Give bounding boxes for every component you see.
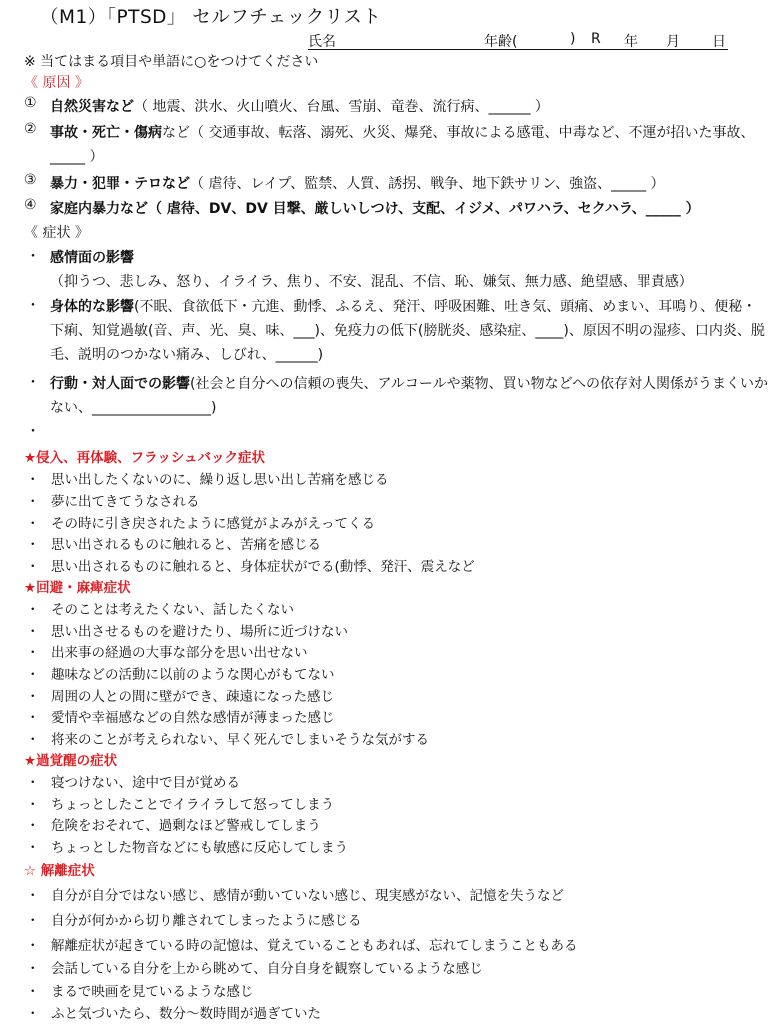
checklist-item[interactable] xyxy=(24,980,253,1000)
checklist-item[interactable] xyxy=(24,934,578,954)
item-text: 思い出させるものを避けたり、場所に近づけない xyxy=(51,624,348,640)
bullet: ・ xyxy=(26,913,40,929)
bullet: ・ xyxy=(26,938,40,954)
cause-label: 自然災害など xyxy=(50,99,134,115)
item-text: 出来事の経過の大事な部分を思い出せない xyxy=(51,645,308,661)
checklist-item[interactable] xyxy=(24,814,321,834)
symptom-text: (社会と自分への信頼の喪失、アルコールや薬物、買い物などへの依存対人関係がうまくいかない、_________________) xyxy=(50,376,769,416)
item-text: 解離症状が起きている時の記憶は、覚えていることもあれば、忘れてしまうこともある xyxy=(51,938,578,954)
checklist-item[interactable] xyxy=(24,836,348,856)
instruction: ※ 当てはまる項目や単語に○をつけてください xyxy=(24,54,319,70)
age-close: ) xyxy=(570,31,576,47)
document-title: （M1）「PTSD」 セルフチェックリスト xyxy=(40,7,382,28)
checklist-item[interactable] xyxy=(24,1002,321,1022)
item-text: 危険をおそれて、過剰なほど警戒してしまう xyxy=(51,818,321,834)
hyperarousal-heading: ★過覚醒の症状 xyxy=(24,753,118,769)
bullet: ・ xyxy=(26,1006,40,1022)
checklist-item[interactable] xyxy=(24,909,362,929)
checklist-item[interactable] xyxy=(24,490,200,510)
bullet: ・ xyxy=(26,645,40,661)
cause-item[interactable] xyxy=(24,121,770,169)
item-text: ちょっとしたことでイライラして怒ってしまう xyxy=(51,797,335,813)
bullet: ・ xyxy=(26,602,40,618)
dissociation-heading: ☆ 解離症状 xyxy=(24,863,95,879)
name-date-line xyxy=(308,31,728,50)
checklist-item[interactable] xyxy=(24,685,334,705)
month-label[interactable]: 月 xyxy=(666,34,680,50)
checklist-item[interactable] xyxy=(24,533,321,553)
age-label[interactable]: 年齢( xyxy=(484,34,518,50)
checklist-item[interactable] xyxy=(24,512,375,532)
symptom-text: (不眠、食欲低下・亢進、動悸、ふるえ、発汗、呼吸困難、吐き気、頭痛、めまい、耳鳴り、便秘・下痢、知覚過敏(音、声、光、臭、味、___)、免疫力の低下(膀胱炎、感染症、____)、原因不明の湿疹、口内炎、脱毛、説明のつかない痛み、しびれ、______) xyxy=(50,299,765,363)
bullet: ・ xyxy=(26,624,40,640)
symptom-label: 感情面の影響 xyxy=(50,250,134,266)
cause-item[interactable] xyxy=(24,172,770,196)
era-label: R xyxy=(591,31,601,47)
symptoms-heading: 《 症状 》 xyxy=(24,225,89,241)
cause-number: ① xyxy=(24,95,37,111)
checklist-item[interactable] xyxy=(24,555,475,575)
symptom-label: 身体的な影響 xyxy=(50,299,134,315)
cause-number: ④ xyxy=(24,197,37,213)
bullet: ・ xyxy=(26,818,40,834)
item-text: 自分が自分ではない感じ、感情が動いていない感じ、現実感がない、記憶を失うなど xyxy=(51,888,564,904)
item-text: 思い出されるものに触れると、身体症状がでる(動悸、発汗、震えなど xyxy=(51,559,475,575)
bullet: ・ xyxy=(26,298,40,314)
intrusion-heading: ★侵入、再体験、フラッシュバック症状 xyxy=(24,450,266,466)
bullet: ・ xyxy=(26,732,40,748)
item-text: 愛情や幸福感などの自然な感情が薄まった感じ xyxy=(51,710,335,726)
bullet: ・ xyxy=(26,961,40,977)
item-text: 趣味などの活動に以前のような関心がもてない xyxy=(51,667,335,683)
item-text: そのことは考えたくない、話したくない xyxy=(51,602,294,618)
item-text: まるで映画を見ているような感じ xyxy=(51,984,254,1000)
item-text: ふと気づいたら、数分～数時間が過ぎていた xyxy=(51,1006,321,1022)
item-text: 思い出されるものに触れると、苦痛を感じる xyxy=(51,537,321,553)
bullet: ・ xyxy=(26,888,40,904)
avoidance-heading: ★回避・麻痺症状 xyxy=(24,580,131,596)
checklist-item[interactable] xyxy=(24,957,483,977)
checklist-item[interactable] xyxy=(24,620,348,640)
cause-label: 暴力・犯罪・テロなど xyxy=(50,176,190,192)
cause-label: 事故・死亡・傷病 xyxy=(50,125,162,141)
bullet: ・ xyxy=(26,516,40,532)
bullet: ・ xyxy=(26,710,40,726)
checklist-item[interactable] xyxy=(24,706,335,726)
checklist-item[interactable] xyxy=(24,468,389,488)
cause-label: 家庭内暴力など xyxy=(50,201,148,217)
bullet: ・ xyxy=(26,424,40,440)
checklist-item[interactable] xyxy=(24,641,308,661)
day-label[interactable]: 日 xyxy=(712,34,726,50)
item-text: その時に引き戻されたように感覚がよみがえってくる xyxy=(51,516,375,532)
symptom-text: （抑うつ、悲しみ、怒り、イライラ、焦り、不安、混乱、不信、恥、嫌気、無力感、絶望感、罪責感） xyxy=(50,274,693,290)
checklist-item[interactable] xyxy=(24,728,429,748)
bullet: ・ xyxy=(26,797,40,813)
checklist-item[interactable] xyxy=(24,884,564,904)
checklist-item[interactable] xyxy=(24,793,334,813)
cause-text: （ 虐待、レイプ、監禁、人質、誘拐、戦争、地下鉄サリン、強盗、_____ ） xyxy=(190,176,665,192)
cause-text: （ 虐待、DV、DV 目撃、厳しいしつけ、支配、イジメ、パワハラ、セクハラ、_____ ） xyxy=(148,201,700,217)
cause-item[interactable] xyxy=(24,95,770,119)
cause-text: （ 地震、洪水、火山噴火、台風、雪崩、竜巻、流行病、______ ） xyxy=(134,99,549,115)
checklist-item[interactable] xyxy=(24,663,335,683)
checklist-item[interactable] xyxy=(24,771,240,791)
item-text: 寝つけない、途中で目が覚める xyxy=(51,775,240,791)
checklist-item[interactable] xyxy=(24,598,294,618)
item-text: 会話している自分を上から眺めて、自分自身を観察しているような感じ xyxy=(51,961,483,977)
bullet: ・ xyxy=(26,375,40,391)
cause-number: ③ xyxy=(24,172,37,188)
symptom-label: 行動・対人面での影響 xyxy=(50,376,190,392)
cause-item[interactable] xyxy=(24,197,770,221)
cause-text: （ 交通事故、転落、溺死、火災、爆発、事故による感電、中毒など、不運が招いた事故、_____ ） xyxy=(50,125,755,165)
causes-heading: 《 原因 》 xyxy=(24,75,89,91)
item-text: 将来のことが考えられない、早く死んでしまいそうな気がする xyxy=(51,732,429,748)
item-text: 夢に出てきてうなされる xyxy=(51,494,200,510)
item-text: 自分が何かから切り離されてしまったように感じる xyxy=(51,913,362,929)
bullet: ・ xyxy=(26,537,40,553)
cause-number: ② xyxy=(24,121,37,137)
bullet: ・ xyxy=(26,472,40,488)
symptom-category[interactable] xyxy=(24,372,770,420)
bullet: ・ xyxy=(26,775,40,791)
symptom-category[interactable] xyxy=(24,246,770,294)
bullet: ・ xyxy=(26,984,40,1000)
item-text: 思い出したくないのに、繰り返し思い出し苦痛を感じる xyxy=(51,472,389,488)
bullet: ・ xyxy=(26,494,40,510)
year-label[interactable]: 年 xyxy=(624,34,638,50)
bullet: ・ xyxy=(26,559,40,575)
item-text: ちょっとした物音などにも敏感に反応してしまう xyxy=(51,840,348,856)
cause-label-suffix: など xyxy=(162,125,190,141)
symptom-category[interactable] xyxy=(24,295,770,367)
bullet: ・ xyxy=(26,689,40,705)
name-label[interactable]: 氏名 xyxy=(308,34,336,50)
bullet: ・ xyxy=(26,249,40,265)
item-text: 周囲の人との間に壁ができ、疎遠になった感じ xyxy=(51,689,334,705)
bullet: ・ xyxy=(26,667,40,683)
bullet: ・ xyxy=(26,840,40,856)
